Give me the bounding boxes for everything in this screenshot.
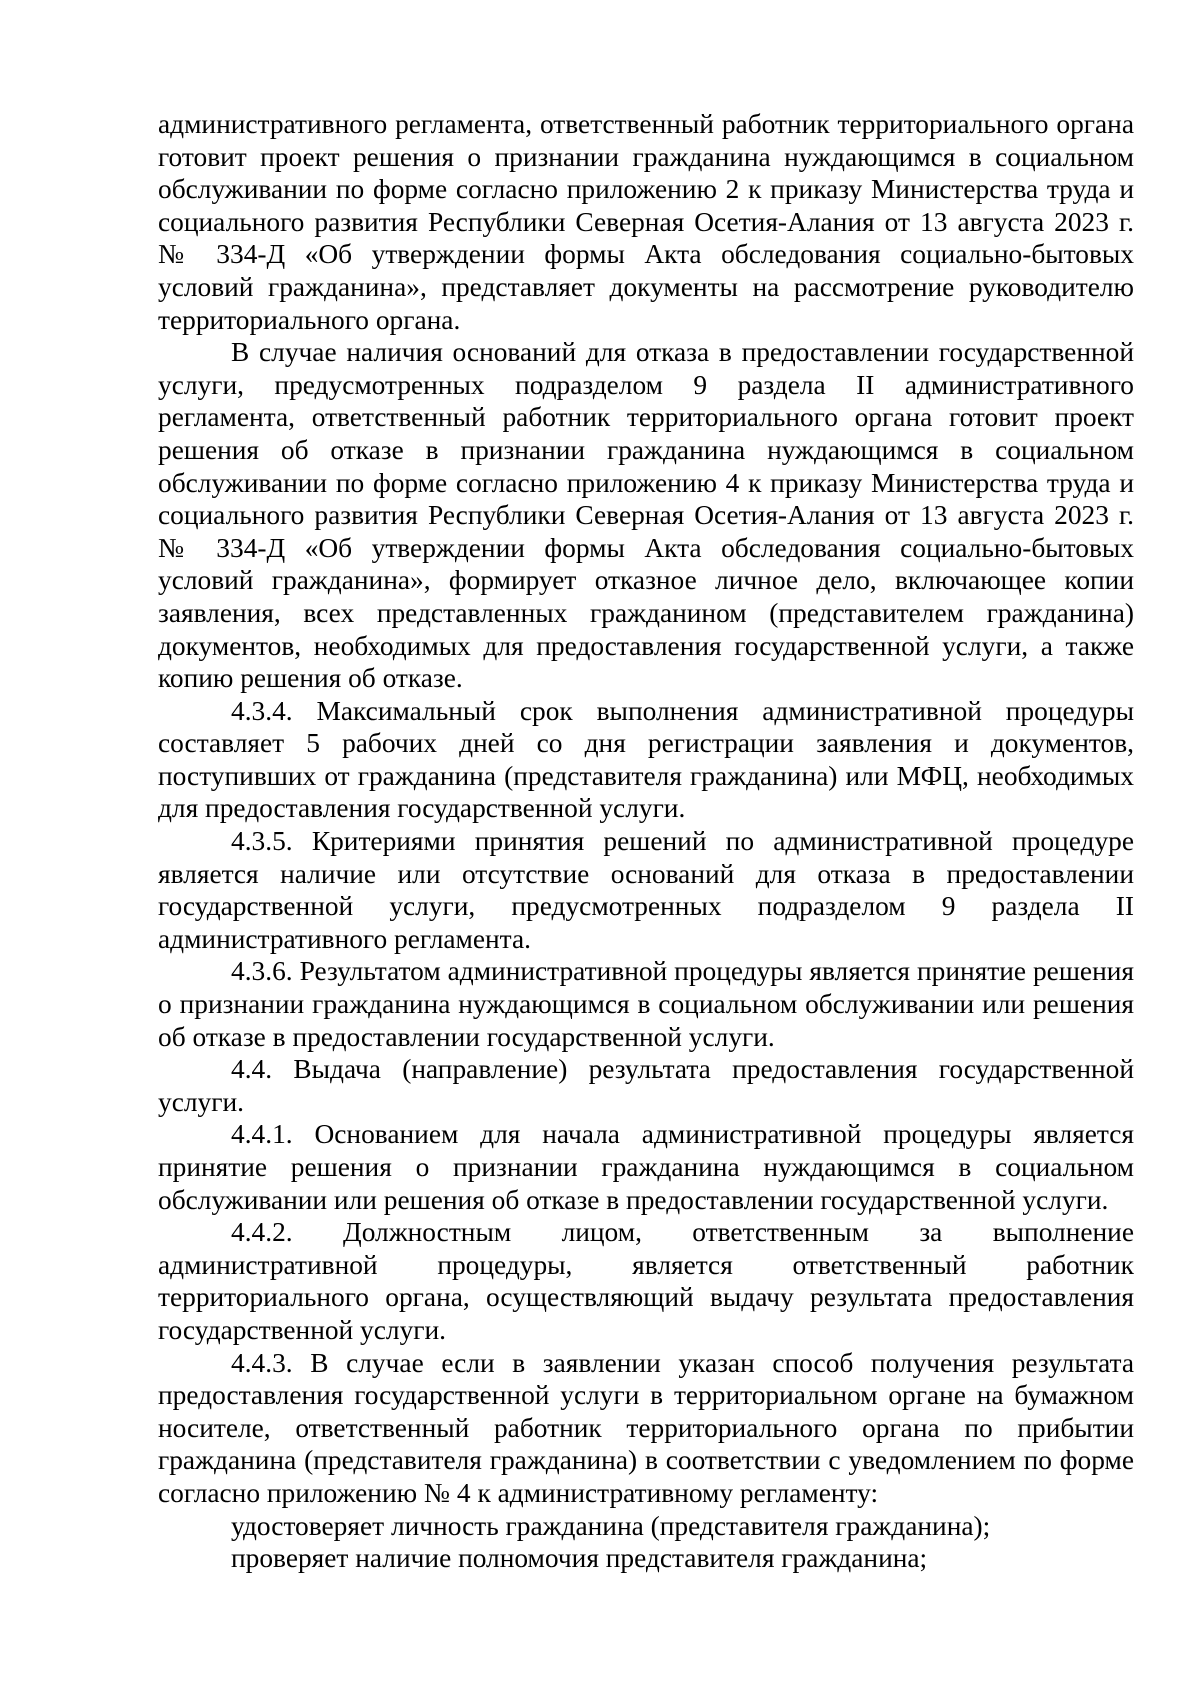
paragraph-4-3-4: 4.3.4. Максимальный срок выполнения административной процедуры составляет 5 рабочих дней со дня регистрации заявления и документов, поступивших от гражданина (представителя гражданина) или МФЦ, необходимых для предоставления государственной услуги.	[158, 695, 1134, 824]
paragraph-refusal-grounds: В случае наличия оснований для отказа в предоставлении государственной услуги, предусмотренных подразделом 9 раздела II административного регламента, ответственный работник территориального органа готовит проект решения об отказе в признании гражданина нуждающимся в социальном обслуживании по форме согласно приложению 4 к приказу Министерства труда и социального развития Республики Северная Осетия-Алания от 13 августа 2023 г. № 334-Д «Об утверждении формы Акта обследования социально-бытовых условий гражданина», формирует отказное личное дело, включающее копии заявления, всех представленных гражданином (представителем гражданина) документов, необходимых для предоставления государственной услуги, а также копию решения об отказе.	[158, 337, 1134, 694]
paragraph-4-4: 4.4. Выдача (направление) результата предоставления государственной услуги.	[158, 1054, 1134, 1117]
paragraph-4-3-6: 4.3.6. Результатом административной процедуры является принятие решения о признании гражданина нуждающимся в социальном обслуживании или решения об отказе в предоставлении государственной услуги.	[158, 956, 1134, 1052]
list-item-authority-check: проверяет наличие полномочия представителя гражданина;	[231, 1543, 928, 1574]
list-item-identity-check: удостоверяет личность гражданина (представителя гражданина);	[231, 1510, 991, 1541]
paragraph-4-4-2: 4.4.2. Должностным лицом, ответственным за выполнение административной процедуры, является ответственный работник территориального органа, осуществляющий выдачу результата предоставления государственной услуги.	[158, 1217, 1134, 1345]
paragraph-4-4-1: 4.4.1. Основанием для начала административной процедуры является принятие решения о признании гражданина нуждающимся в социальном обслуживании или решения об отказе в предоставлении государственной услуги.	[158, 1119, 1134, 1215]
document-page	[158, 108, 1134, 1575]
paragraph-continuation: административного регламента, ответственный работник территориального органа готовит проект решения о признании гражданина нуждающимся в социальном обслуживании по форме согласно приложению 2 к приказу Министерства труда и социального развития Республики Северная Осетия-Алания от 13 августа 2023 г. № 334-Д «Об утверждении формы Акта обследования социально-бытовых условий гражданина», представляет документы на рассмотрение руководителю территориального органа.	[158, 109, 1134, 335]
paragraph-4-3-5: 4.3.5. Критериями принятия решений по административной процедуре является наличие или отсутствие оснований для отказа в предоставлении государственной услуги, предусмотренных подразделом 9 раздела II административного регламента.	[158, 826, 1134, 954]
paragraph-4-4-3: 4.4.3. В случае если в заявлении указан способ получения результата предоставления государственной услуги в территориальном органе на бумажном носителе, ответственный работник территориального органа по прибытии гражданина (представителя гражданина) в соответствии с уведомлением по форме согласно приложению № 4 к административному регламенту:	[158, 1347, 1134, 1508]
